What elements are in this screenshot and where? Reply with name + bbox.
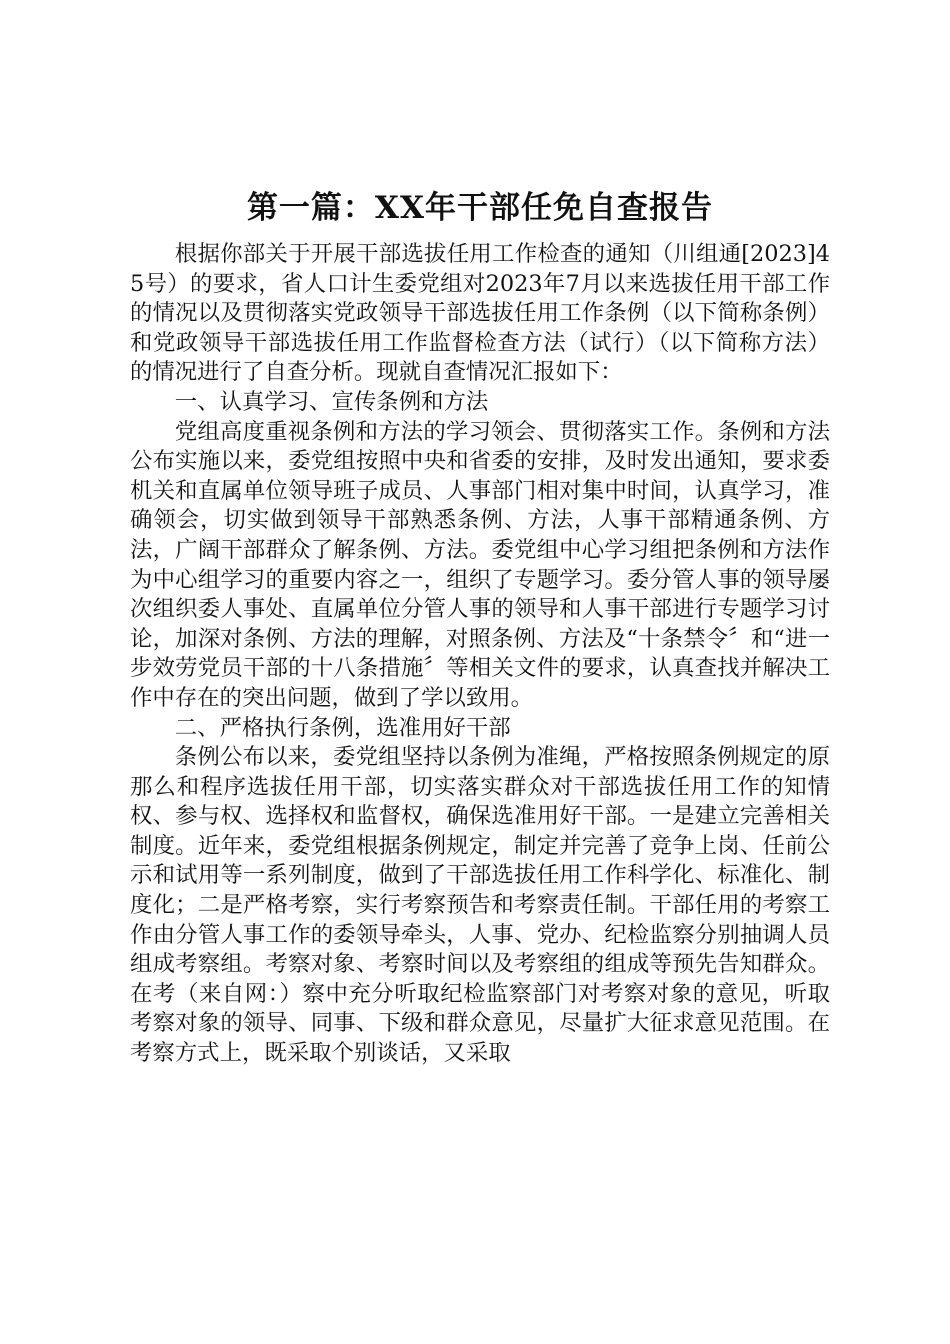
section-heading-1: 一、认真学习、宣传条例和方法	[174, 388, 489, 415]
section-heading-2: 二、严格执行条例，选准用好干部	[174, 714, 511, 741]
intro-paragraph: 根据你部关于开展干部选拔任用工作检查的通知（川组通[2023]45号）的要求，省人口计生委党组对2023年7月以来选拔任用干部工作的情况以及贯彻落实党政领导干部选拔任用工作条例（以下简称条例）和党政领导干部选拔任用工作监督检查方法（试行）（以下简称方法）的情况进行了自查分析。现就自查情况汇报如下：	[130, 241, 830, 386]
section-1-paragraph: 党组高度重视条例和方法的学习领会、贯彻落实工作。条例和方法公布实施以来，委党组按照中央和省委的安排，及时发出通知，要求委机关和直属单位领导班子成员、人事部门相对集中时间，认真学习，准确领会，切实做到领导干部熟悉条例、方法，人事干部精通条例、方法，广阔干部群众了解条例、方法。委党组中心学习组把条例和方法作为中心组学习的重要内容之一，组织了专题学习。委分管人事的领导屡次组织委人事处、直属单位分管人事的领导和人事干部进行专题学习讨论，加深对条例、方法的理解，对照条例、方法及“十条禁令〞和“进一步效劳党员干部的十八条措施〞等相关文件的要求，认真查找并解决工作中存在的突出问题，做到了学以致用。	[130, 418, 830, 711]
document-body	[130, 186, 830, 1069]
document-title: 第一篇：XX年干部任免自查报告	[246, 190, 714, 226]
section-2-paragraph: 条例公布以来，委党组坚持以条例为准绳，严格按照条例规定的原那么和程序选拔任用干部，切实落实群众对干部选拔任用工作的知情权、参与权、选择权和监督权，确保选准用好干部。一是建立完善相关制度。近年来，委党组根据条例规定，制定并完善了竞争上岗、任前公示和试用等一系列制度，做到了干部选拔任用工作科学化、标准化、制度化；二是严格考察，实行考察预告和考察责任制。干部任用的考察工作由分管人事工作的委领导牵头，人事、党办、纪检监察分别抽调人员组成考察组。考察对象、考察时间以及考察组的组成等预先告知群众。在考（来自网：）察中充分听取纪检监察部门对考察对象的意见，听取考察对象的领导、同事、下级和群众意见，尽量扩大征求意见范围。在考察方式上，既采取个别谈话，又采取	[130, 744, 830, 1067]
